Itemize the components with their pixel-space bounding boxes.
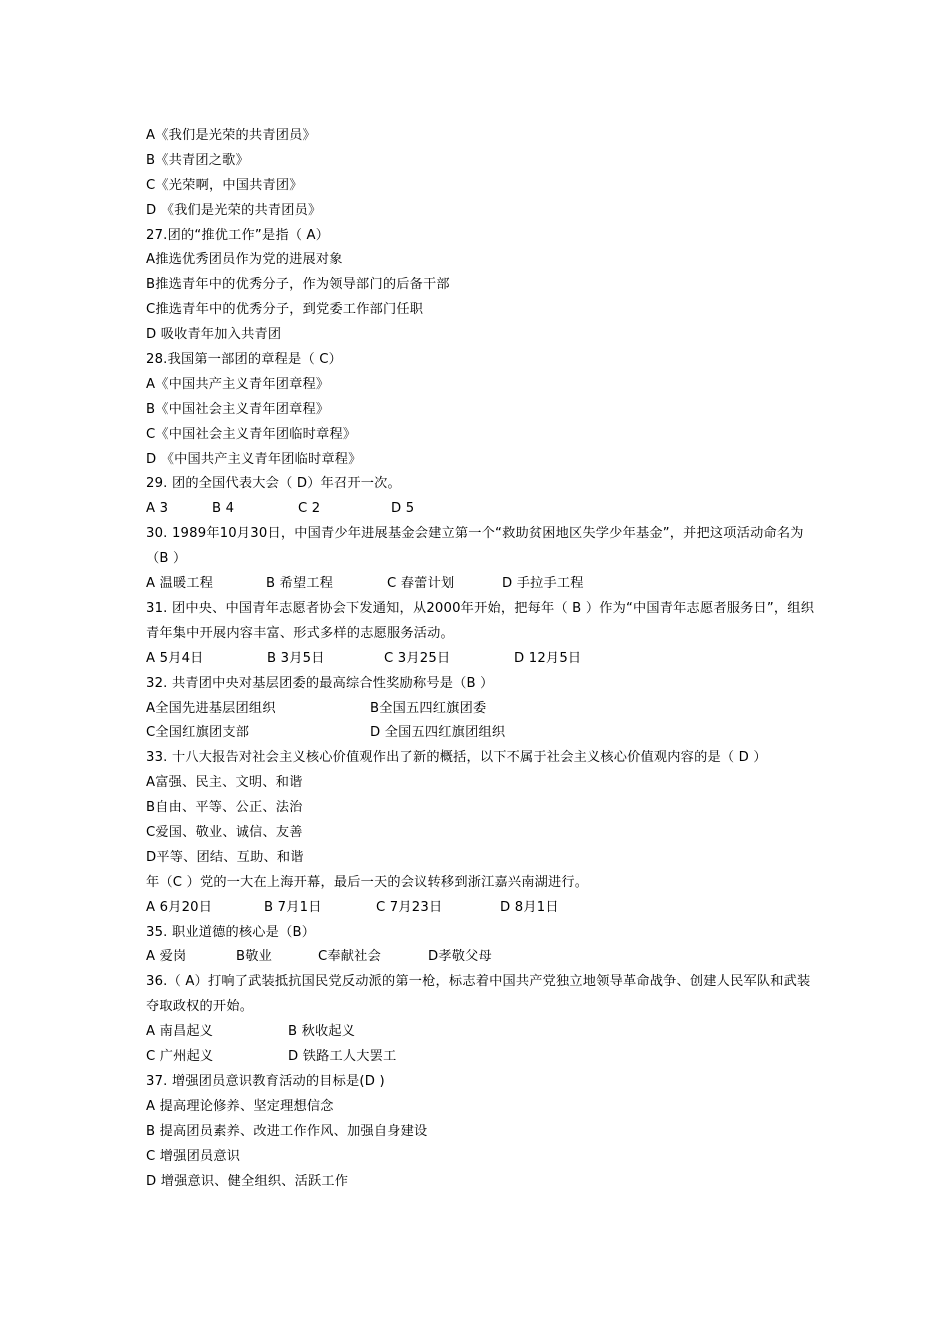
option-c: C 春蕾计划 <box>387 576 455 592</box>
option-b: B全国五四红旗团委 <box>370 700 487 716</box>
option-a: A 3 <box>146 501 169 517</box>
option-line: A富强、民主、文明、和谐 <box>146 775 303 791</box>
option-line: A《我们是光荣的共青团员》 <box>146 128 316 143</box>
question-31: 31. 团中央、中国青年志愿者协会下发通知，从2000年开始，把每年（ B ）作为“中国青年志愿者服务日”，组织青年集中开展内容丰富、形式多样的志愿服务活动。 <box>146 600 815 641</box>
option-line: D 《我们是光荣的共青团员》 <box>146 202 322 218</box>
option-line: D 《中国共产主义青年团临时章程》 <box>146 451 362 467</box>
option-c: C 2 <box>298 501 321 517</box>
question-28: 28.我国第一部团的章程是（ C） <box>146 352 343 368</box>
quiz-content <box>146 124 818 1194</box>
options-row <box>146 945 818 970</box>
option-line: C爱国、敬业、诚信、友善 <box>146 825 303 841</box>
option-b: B 3月5日 <box>267 650 325 666</box>
question-29: 29. 团的全国代表大会（ D）年召开一次。 <box>146 476 401 492</box>
option-c: C 3月25日 <box>384 650 451 666</box>
option-line: C《中国社会主义青年团临时章程》 <box>146 426 357 442</box>
option-a: A 温暖工程 <box>146 576 214 592</box>
option-d: D 铁路工人大罢工 <box>288 1049 397 1065</box>
option-d: D 全国五四红旗团组织 <box>370 725 506 741</box>
option-c: C 广州起义 <box>146 1049 214 1065</box>
option-c: C奉献社会 <box>318 949 381 965</box>
options-row <box>146 896 818 921</box>
option-b: B敬业 <box>236 949 273 965</box>
options-row <box>146 1020 818 1045</box>
option-line: B《共青团之歌》 <box>146 152 249 168</box>
option-d: D 手拉手工程 <box>502 576 584 592</box>
option-b: B 4 <box>212 501 235 517</box>
option-line: D 吸收青年加入共青团 <box>146 327 282 343</box>
options-row <box>146 1045 818 1070</box>
option-d: D 12月5日 <box>514 650 582 666</box>
option-a: A 5月4日 <box>146 650 204 666</box>
option-c: C 7月23日 <box>376 899 443 915</box>
option-line: C 增强团员意识 <box>146 1148 241 1164</box>
option-b: B 7月1日 <box>264 899 322 915</box>
option-line: B《中国社会主义青年团章程》 <box>146 401 330 417</box>
option-line: D平等、团结、互助、和谐 <box>146 849 304 865</box>
option-line: B自由、平等、公正、法治 <box>146 800 303 816</box>
question-37: 37. 增强团员意识教育活动的目标是(D ) <box>146 1073 385 1089</box>
options-row <box>146 497 818 522</box>
options-row <box>146 647 818 672</box>
option-line: C《光荣啊，中国共青团》 <box>146 177 303 193</box>
option-a: A 6月20日 <box>146 899 213 915</box>
option-a: A 爱岗 <box>146 949 187 965</box>
question-35: 35. 职业道德的核心是（B） <box>146 924 316 940</box>
option-d: D 8月1日 <box>500 899 559 915</box>
option-line: C推选青年中的优秀分子，到党委工作部门任职 <box>146 302 424 318</box>
option-line: B 提高团员素养、改进工作作风、加强自身建设 <box>146 1123 428 1139</box>
option-c: C全国红旗团支部 <box>146 725 250 741</box>
options-row <box>146 697 818 722</box>
option-b: B 希望工程 <box>266 576 334 592</box>
option-d: D孝敬父母 <box>428 949 492 965</box>
question-32: 32. 共青团中央对基层团委的最高综合性奖励称号是（B ） <box>146 675 494 691</box>
option-line: A《中国共产主义青年团章程》 <box>146 376 330 392</box>
option-line: D 增强意识、健全组织、活跃工作 <box>146 1173 349 1189</box>
option-a: A 南昌起义 <box>146 1024 214 1040</box>
option-line: A 提高理论修养、坚定理想信念 <box>146 1098 334 1114</box>
options-row <box>146 721 818 746</box>
option-line: A推选优秀团员作为党的进展对象 <box>146 252 343 268</box>
question-30: 30. 1989年10月30日，中国青少年进展基金会建立第一个“救助贫困地区失学少年基金”，并把这项活动命名为（B ） <box>146 526 804 567</box>
question-34: 年（C ）党的一大在上海开幕，最后一天的会议转移到浙江嘉兴南湖进行。 <box>146 874 589 890</box>
option-b: B 秋收起义 <box>288 1024 356 1040</box>
question-36: 36.（ A）打响了武装抵抗国民党反动派的第一枪，标志着中国共产党独立地领导革命战争、创建人民军队和武装夺取政权的开始。 <box>146 974 811 1015</box>
option-line: B推选青年中的优秀分子，作为领导部门的后备干部 <box>146 277 450 293</box>
question-33: 33. 十八大报告对社会主义核心价值观作出了新的概括，以下不属于社会主义核心价值观内容的是（ D ） <box>146 750 767 766</box>
question-27: 27.团的“推优工作”是指（ A） <box>146 227 330 243</box>
options-row <box>146 572 818 597</box>
option-d: D 5 <box>391 501 415 517</box>
option-a: A全国先进基层团组织 <box>146 700 276 716</box>
